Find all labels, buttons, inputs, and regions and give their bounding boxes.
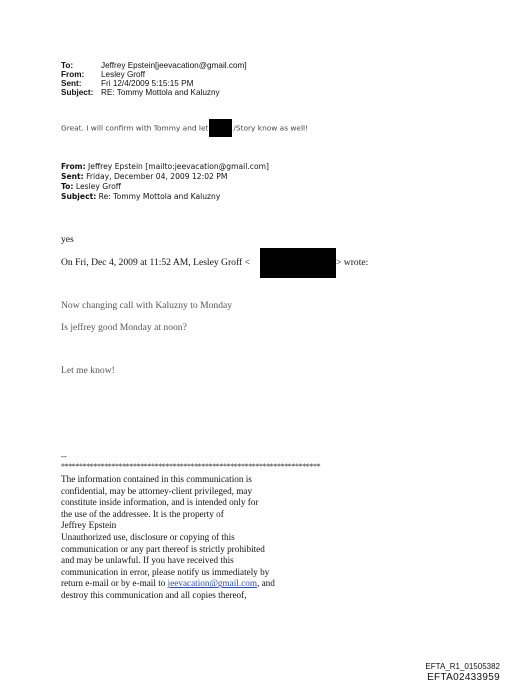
notice-line10-prefix: return e-mail or by e-mail to [61, 578, 168, 589]
notice-line: The information contained in this communication is [61, 474, 252, 484]
signature-stars: ************************************************************************ [61, 462, 321, 471]
notice-line: and may be unlawful. If you have received this [61, 555, 234, 566]
orig-sent-label: Sent: [61, 172, 84, 181]
reply-text [61, 119, 308, 137]
message-line2: Is jeffrey good Monday at noon? [61, 322, 187, 333]
orig-sent-row [61, 172, 227, 183]
orig-to-value: Lesley Groff [73, 182, 121, 191]
orig-subject-value: Re: Tommy Mottola and Kaluzny [96, 192, 221, 201]
redaction-box [209, 119, 232, 137]
email-link[interactable]: jeevacation@gmail.com [167, 578, 257, 589]
orig-to-label: To: [61, 182, 74, 191]
notice-line10-suffix: , and [256, 578, 275, 589]
signature-dashes: -- [61, 451, 67, 461]
subject-label: Subject: [61, 88, 94, 97]
notice-line: confidential, may be attorney-client privileged, may [61, 485, 253, 496]
message-line3: Let me know! [61, 365, 115, 376]
header-subject-row [61, 88, 220, 98]
quote-suffix: > wrote: [336, 257, 369, 268]
orig-from-value: Jeffrey Epstein [mailto:jeevacation@gmail.com] [85, 162, 269, 171]
bates-number-1: EFTA_R1_01505382 [425, 662, 500, 671]
notice-line: destroy this communication and all copies thereof, [61, 589, 247, 600]
notice-line: communication in error, please notify us immediately by [61, 566, 270, 577]
to-value: Jeffrey Epstein[jeevacation@gmail.com] [101, 61, 247, 70]
to-label: To: [61, 61, 74, 70]
quote-prefix: On Fri, Dec 4, 2009 at 11:52 AM, Lesley Groff < [61, 257, 250, 268]
message-line1: Now changing call with Kaluzny to Monday [61, 300, 233, 311]
reply-part2: /Story know as well! [233, 123, 309, 133]
confidentiality-notice [61, 474, 361, 602]
from-value: Lesley Groff [101, 70, 145, 79]
notice-line: Unauthorized use, disclosure or copying of this [61, 531, 235, 542]
orig-subject-label: Subject: [61, 192, 97, 201]
reply-part1: Great. I will confirm with Tommy and let [61, 123, 209, 133]
notice-line: communication or any part thereof is strictly prohibited [61, 543, 265, 554]
notice-line: the use of the addressee. It is the property of [61, 508, 224, 519]
sent-value: Fri 12/4/2009 5:15:15 PM [101, 79, 194, 88]
orig-to-row [61, 182, 121, 193]
from-label: From: [61, 70, 85, 79]
redaction-box-email [260, 248, 336, 278]
notice-line: Jeffrey Epstein [61, 520, 117, 531]
orig-sent-value: Friday, December 04, 2009 12:02 PM [83, 172, 228, 181]
orig-from-label: From: [61, 162, 86, 171]
subject-value: RE: Tommy Mottola and Kaluzny [101, 88, 220, 97]
orig-subject-row [61, 192, 220, 203]
message-yes: yes [61, 234, 74, 245]
orig-from-row [61, 162, 269, 173]
notice-line-email [61, 578, 361, 590]
sent-label: Sent: [61, 79, 82, 88]
notice-line: constitute inside information, and is intended only for [61, 497, 259, 508]
bates-number-2: EFTA02433959 [427, 672, 500, 683]
